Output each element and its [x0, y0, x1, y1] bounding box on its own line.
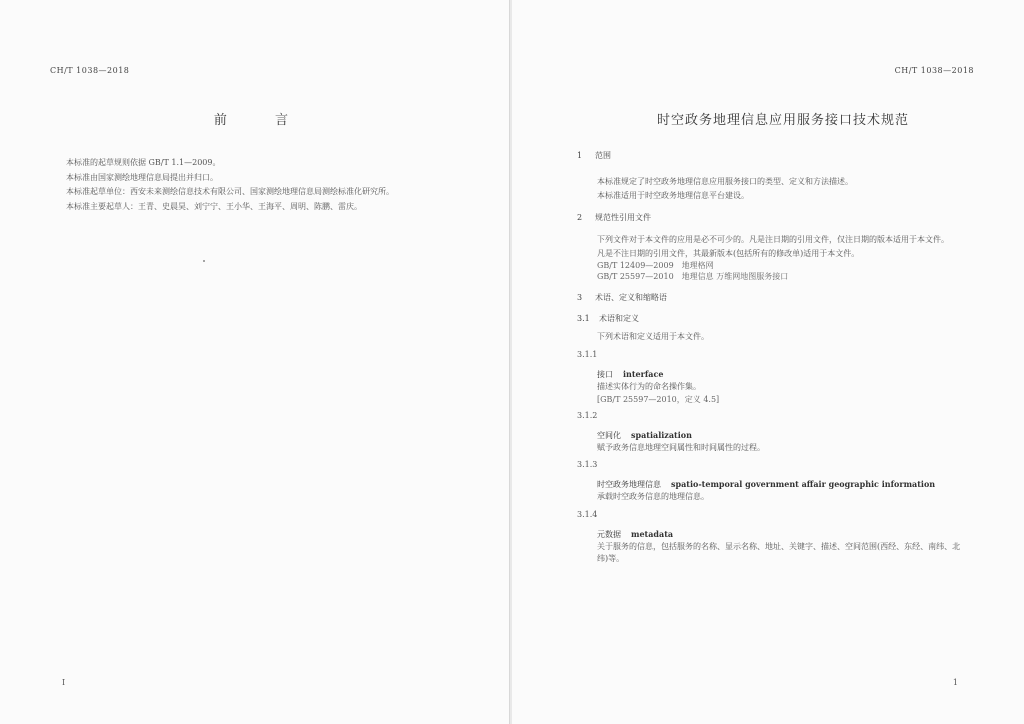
normative-reference: GB/T 12409—2009 地理格网	[597, 261, 714, 271]
left-page-number: I	[62, 678, 66, 687]
term-definition: 赋予政务信息地理空间属性和时间属性的过程。	[597, 442, 765, 452]
standard-title: 时空政务地理信息应用服务接口技术规范	[656, 113, 909, 128]
foreword-body	[66, 156, 486, 215]
left-page-header: CH/T 1038—2018	[50, 66, 130, 75]
term-entry: 空间化 spatialization	[597, 429, 692, 440]
right-page-header: CH/T 1038—2018	[894, 66, 974, 75]
foreword-line: 本标准起草单位：西安未来测绘信息技术有限公司、国家测绘地理信息局测绘标准化研究所。	[66, 187, 394, 197]
term-definition: 关于服务的信息，包括服务的名称、显示名称、地址、关键字、描述、空间范围(西经、东经、南纬、北	[597, 541, 961, 551]
term-entry: 接口 interface	[597, 368, 664, 379]
standard-body	[577, 150, 997, 564]
paragraph: 下列术语和定义适用于本文件。	[597, 332, 709, 342]
term-entry: 元数据 metadata	[597, 528, 674, 539]
foreword-title: 前 言	[213, 113, 311, 128]
paragraph: 本标准适用于时空政务地理信息平台建设。	[597, 190, 749, 200]
term-definition-continued: 纬)等。	[597, 554, 625, 564]
section-heading: 1 范围	[577, 151, 611, 160]
clause-number: 3.1.3	[577, 460, 598, 470]
paragraph: 凡是不注日期的引用文件，其最新版本(包括所有的修改单)适用于本文件。	[597, 248, 860, 258]
clause-number: 3.1.1	[577, 349, 598, 359]
clause-number: 3.1.4	[577, 509, 598, 519]
term-definition: 承载时空政务信息的地理信息。	[597, 492, 709, 502]
section-heading: 2 规范性引用文件	[577, 213, 651, 223]
foreword-line: 本标准的起草规则依据 GB/T 1.1—2009。	[66, 158, 221, 167]
term-source: [GB/T 25597—2010，定义 4.5]	[597, 394, 720, 404]
paragraph: 下列文件对于本文件的应用是必不可少的。凡是注日期的引用文件，仅注日期的版本适用于本文件。	[597, 235, 949, 245]
right-page-number: 1	[952, 678, 958, 687]
foreword-line: 本标准由国家测绘地理信息局提出并归口。	[66, 172, 218, 182]
term-definition: 描述实体行为的命名操作集。	[597, 381, 701, 391]
term-entry: 时空政务地理信息 spatio-temporal government affair geographic information	[597, 479, 936, 490]
speck	[203, 260, 205, 262]
normative-reference: GB/T 25597—2010 地理信息 万维网地图服务接口	[597, 272, 789, 282]
foreword-line: 本标准主要起草人：王青、史晨昊、刘宁宁、王小华、王海平、周明、陈鹏、雷庆。	[66, 202, 362, 212]
right-page	[512, 0, 1024, 724]
paragraph: 本标准规定了时空政务地理信息应用服务接口的类型、定义和方法描述。	[597, 177, 853, 186]
left-page	[0, 0, 510, 724]
subsection-heading: 3.1 术语和定义	[577, 314, 639, 324]
clause-number: 3.1.2	[577, 410, 598, 420]
section-heading: 3 术语、定义和缩略语	[577, 293, 667, 303]
